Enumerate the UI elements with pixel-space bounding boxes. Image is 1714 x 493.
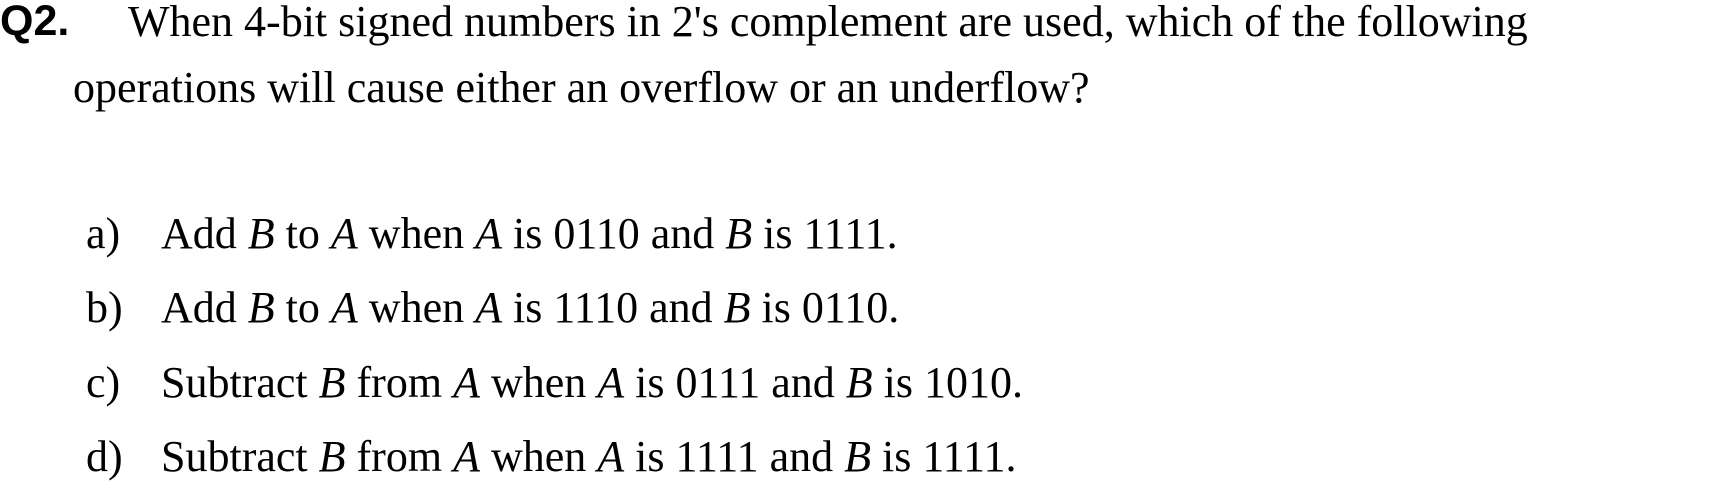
- option-and: and: [769, 432, 834, 481]
- option-is: is: [883, 358, 914, 407]
- option-text: [161, 284, 899, 332]
- operand-variable: B: [723, 283, 751, 332]
- operand-variable: A: [453, 358, 480, 407]
- option-preposition: to: [285, 209, 320, 258]
- option-is: is: [763, 209, 793, 258]
- option-and: and: [650, 209, 715, 258]
- operand-variable: A: [330, 283, 358, 332]
- operand-variable: B: [845, 358, 873, 407]
- binary-value-a: 0110: [553, 209, 640, 258]
- binary-value-b: 1010.: [924, 358, 1024, 407]
- option-and: and: [771, 358, 835, 407]
- operand-variable: A: [475, 209, 502, 258]
- operand-variable: A: [597, 358, 625, 407]
- option-is: is: [635, 432, 665, 481]
- binary-value-b: 1111.: [922, 432, 1017, 481]
- option-preposition: from: [356, 432, 443, 481]
- option-when: when: [490, 432, 587, 481]
- operand-variable: A: [330, 209, 358, 258]
- option-is: is: [761, 283, 791, 332]
- option-letter: c): [86, 358, 121, 407]
- option-verb: Add: [161, 209, 237, 258]
- operand-variable: B: [247, 209, 275, 258]
- option-when: when: [368, 209, 465, 258]
- option-preposition: to: [285, 283, 320, 332]
- option-verb: Subtract: [161, 358, 308, 407]
- option-letter: b): [86, 283, 123, 332]
- operand-variable: A: [475, 283, 502, 332]
- binary-value-a: 1110: [553, 283, 639, 332]
- option-is: is: [513, 283, 543, 332]
- option-verb: Add: [161, 283, 237, 332]
- operand-variable: B: [725, 209, 753, 258]
- option-letter: a): [86, 209, 121, 258]
- binary-value-a: 0111: [675, 358, 761, 407]
- question-text-line-2: operations will cause either an overflow or an underflow?: [73, 63, 1090, 112]
- option-is: is: [635, 358, 665, 407]
- option-and: and: [649, 283, 713, 332]
- binary-value-b: 1111.: [803, 209, 898, 258]
- operand-variable: B: [318, 432, 346, 481]
- option-when: when: [490, 358, 587, 407]
- question-label: Q2.: [0, 0, 70, 45]
- option-when: when: [368, 283, 465, 332]
- operand-variable: B: [844, 432, 872, 481]
- operand-variable: B: [318, 358, 346, 407]
- option-text: [161, 210, 898, 258]
- option-verb: Subtract: [161, 432, 308, 481]
- operand-variable: A: [453, 432, 480, 481]
- question-text-line-1: When 4-bit signed numbers in 2's complement are used, which of the following: [128, 0, 1528, 46]
- binary-value-a: 1111: [675, 432, 759, 481]
- option-is: is: [513, 209, 543, 258]
- operand-variable: A: [597, 432, 625, 481]
- option-text: [161, 359, 1023, 407]
- binary-value-b: 0110.: [801, 283, 900, 332]
- option-letter: d): [86, 432, 123, 481]
- option-is: is: [882, 432, 912, 481]
- operand-variable: B: [247, 283, 275, 332]
- option-preposition: from: [356, 358, 443, 407]
- option-text: [161, 433, 1017, 481]
